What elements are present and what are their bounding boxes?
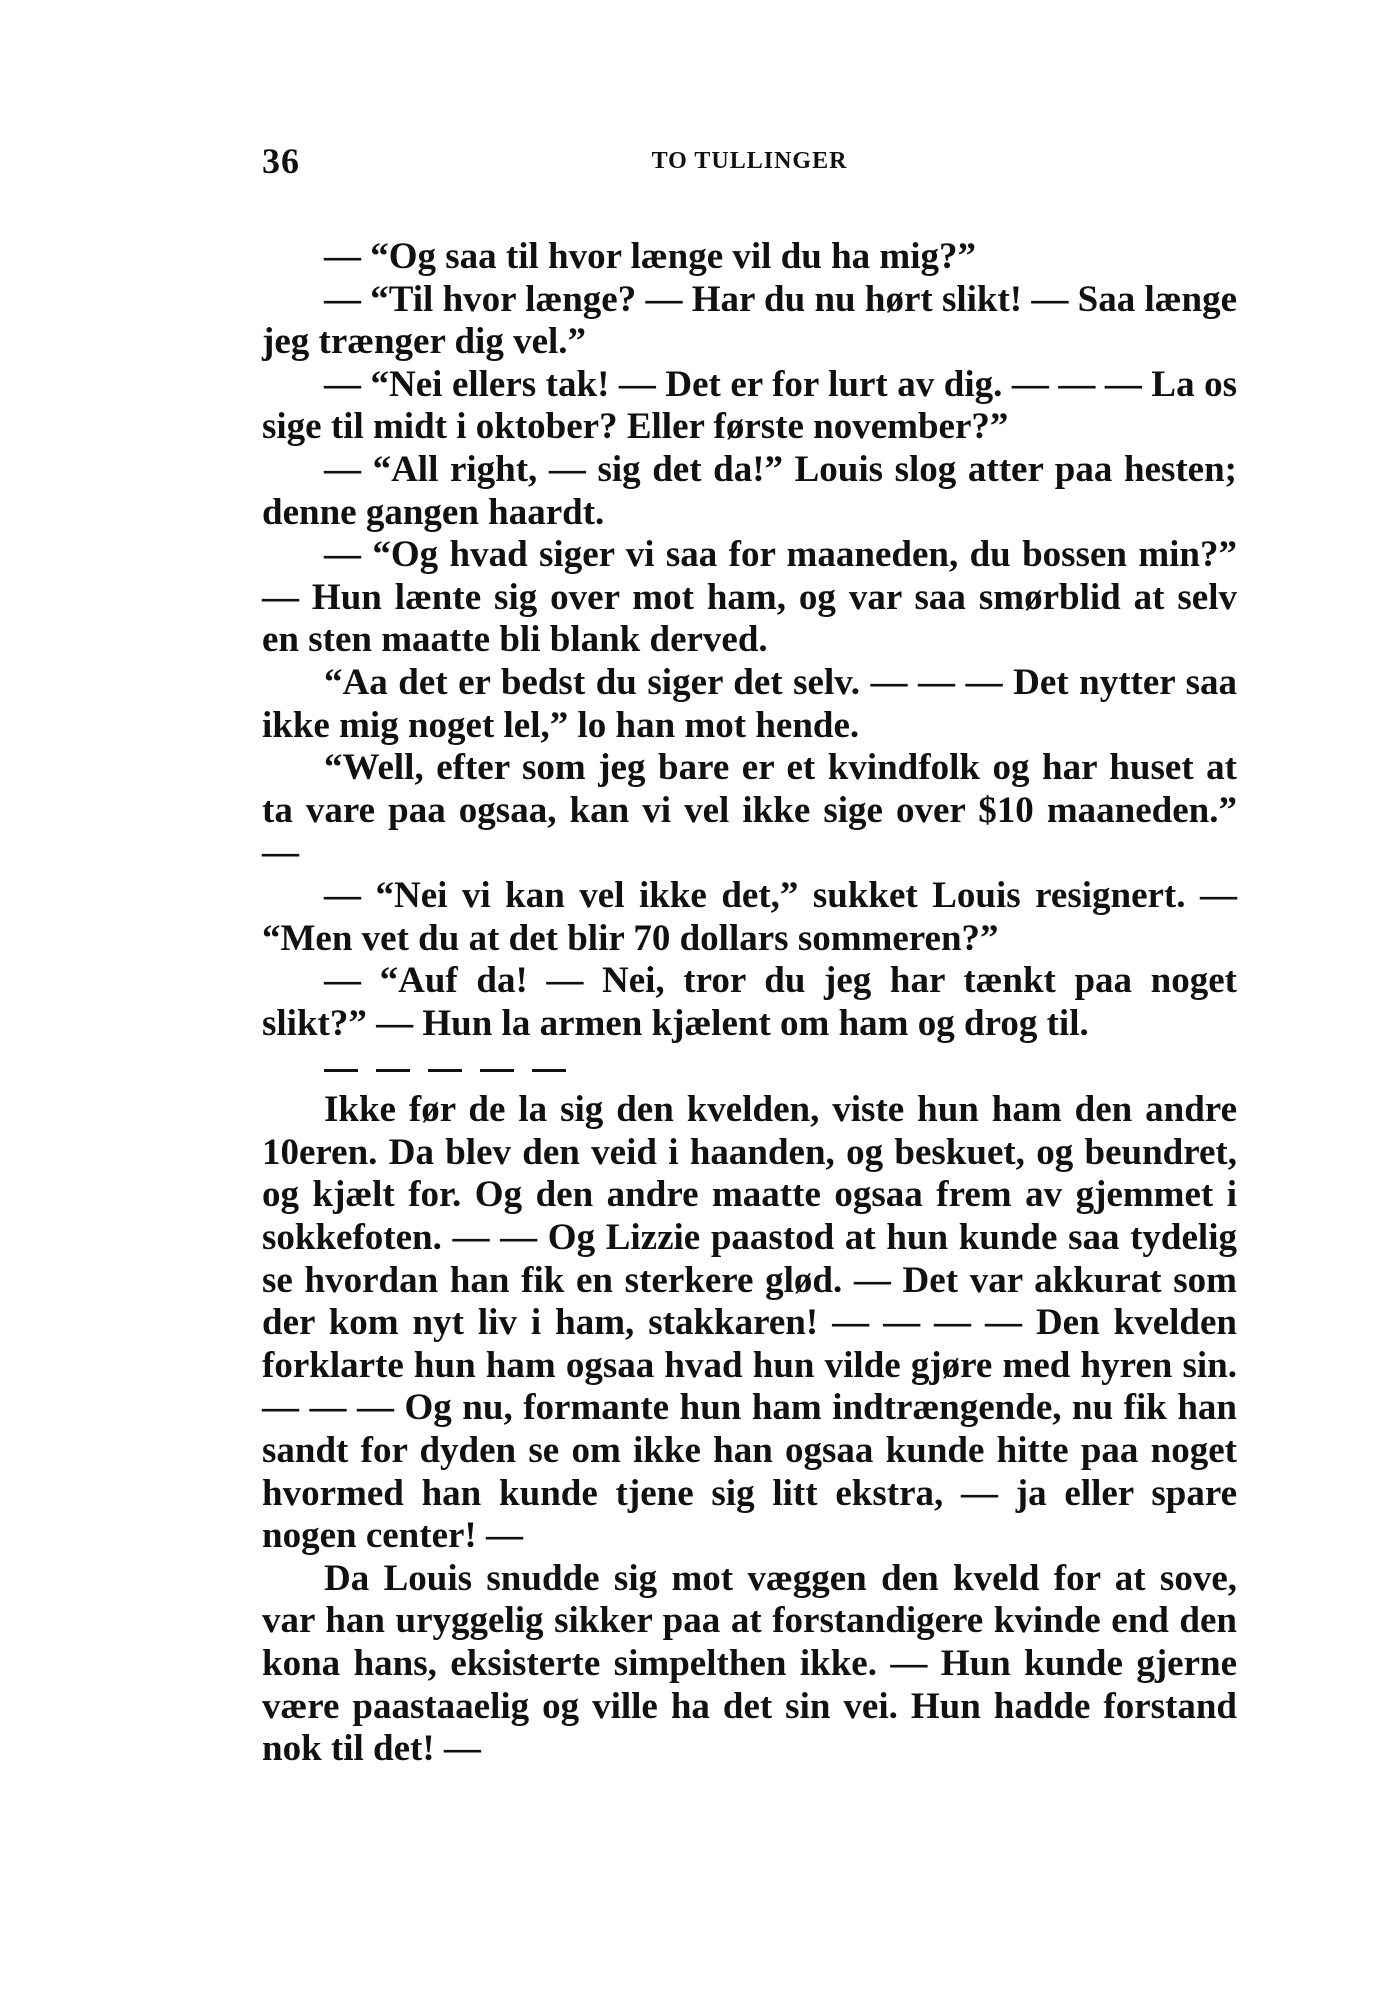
- paragraph-1: — “Og saa til hvor længe vil du ha mig?”: [324, 236, 977, 277]
- separator-dash: [376, 1069, 410, 1072]
- section-separator: [324, 1047, 1237, 1077]
- paragraph-6: “Aa det er bedst du siger det selv. — — — Det nytter saa ikke mig noget lel,” lo han mot hende.: [262, 661, 1237, 746]
- paragraph-3: — “Nei ellers tak! — Det er for lurt av dig. — — — La os sige til midt i oktober? Eller første november?”: [262, 363, 1237, 448]
- paragraph-7: “Well, efter som jeg bare er et kvindfolk og har huset at ta vare paa ogsaa, kan vi vel ikke sige over $10 maaneden.” —: [262, 747, 1237, 874]
- separator-dash: [324, 1069, 358, 1072]
- paragraph-10: Ikke før de la sig den kvelden, viste hun ham den andre 10eren. Da blev den veid i haanden, og beskuet, og beundret, og kjælt for. Og den andre maatte ogsaa frem av gjemmet i sokkefoten. — — Og Lizzie paastod at hun kunde saa tydelig se hvordan han fik en sterkere glød. — Det var akkurat som der kom nyt liv i ham, stakkaren! — — — — Den kvelden forklarte hun ham ogsaa hvad hun vilde gjøre med hyren sin. — — — Og nu, formante hun ham indtrængende, nu fik han sandt for dyden se om ikke han ogsaa kunde hitte paa noget hvormed han kunde tjene sig litt ekstra, — ja eller spare nogen center! —: [262, 1089, 1237, 1557]
- paragraph-4: — “All right, — sig det da!” Louis slog atter paa hesten; denne gangen haardt.: [262, 448, 1237, 533]
- separator-dash: [480, 1069, 514, 1072]
- page-header: [262, 140, 1237, 190]
- separator-dash: [532, 1069, 566, 1072]
- paragraph-5: — “Og hvad siger vi saa for maaneden, du bossen min?” — Hun lænte sig over mot ham, og var saa smørblid at selv en sten maatte bli blank derved.: [262, 534, 1237, 661]
- page-number: 36: [262, 141, 300, 181]
- paragraph-11: Da Louis snudde sig mot væggen den kveld for at sove, var han uryggelig sikker paa at forstandigere kvinde end den kona hans, eksisterte simpelthen ikke. — Hun kunde gjerne være paastaaelig og ville ha det sin vei. Hun hadde forstand nok til det! —: [262, 1557, 1237, 1770]
- paragraph-9: — “Auf da! — Nei, tror du jeg har tænkt paa noget slikt?” — Hun la armen kjælent om ham og drog til.: [262, 960, 1237, 1044]
- separator-dash: [428, 1069, 462, 1072]
- running-title: TO TULLINGER: [651, 148, 848, 174]
- paragraph-8: — “Nei vi kan vel ikke det,” sukket Louis resignert. — “Men vet du at det blir 70 dollars sommeren?”: [262, 874, 1237, 959]
- body-text: [262, 236, 1237, 1771]
- paragraph-2: — “Til hvor længe? — Har du nu hørt slikt! — Saa længe jeg trænger dig vel.”: [262, 278, 1237, 363]
